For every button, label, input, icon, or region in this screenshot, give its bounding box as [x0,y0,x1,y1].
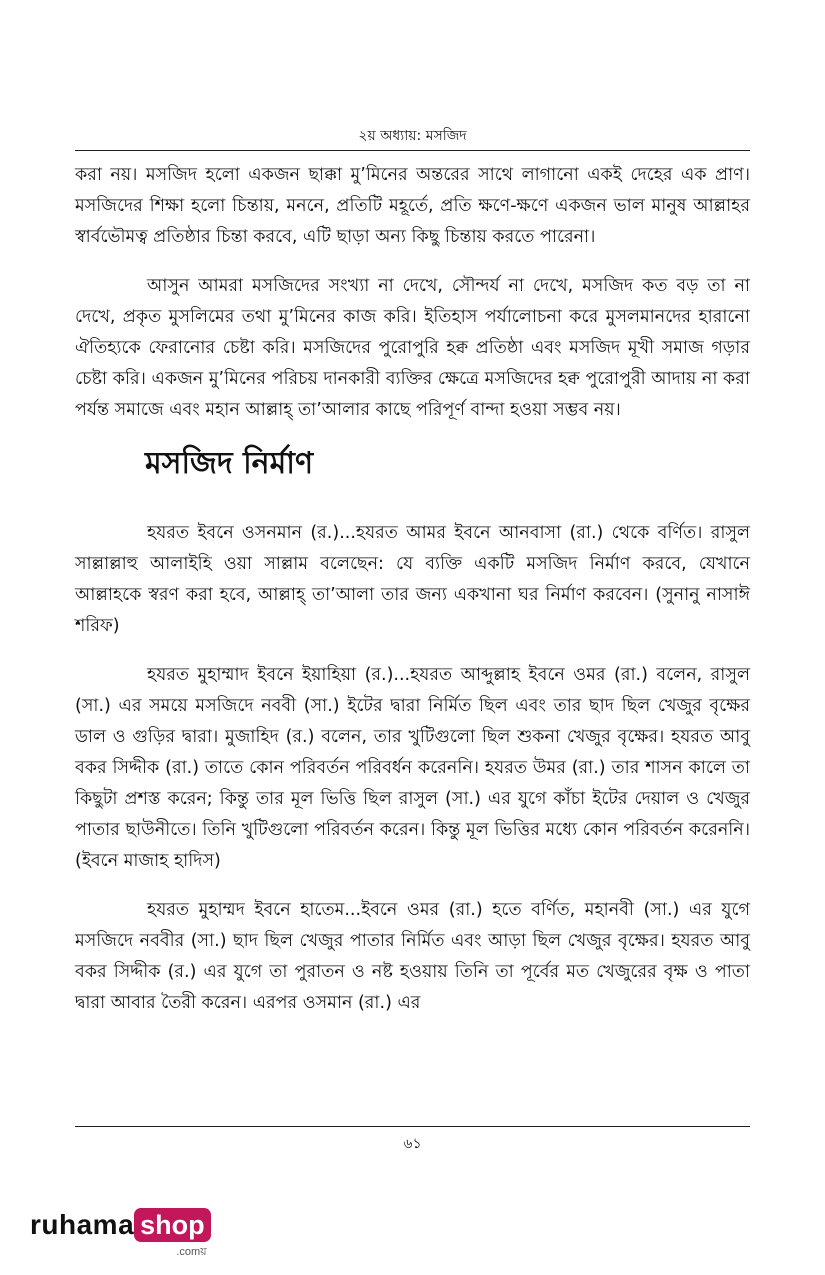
header-divider [75,150,750,151]
logo-shop-text: shop [134,1208,211,1242]
page-body [75,160,750,1037]
running-header: ২য় অধ্যায়: মসজিদ [358,128,467,144]
logo-shop-box [134,1208,211,1262]
logo-brand-text: ruhama [30,1209,135,1240]
paragraph-continuation: করা নয়। মসজিদ হলো একজন ছাক্কা মু’মিনের অন্তরের সাথে লাগানো একই দেহের এক প্রাণ। মসজিদের শিক্ষা হলো চিন্তায়, মননে, প্রতিটি মহূর্তে, প্রতি ক্ষণে-ক্ষণে একজন ভাল মানুষ আল্লাহর স্বার্বভৌমত্ব প্রতিষ্ঠার চিন্তা করবে, এটি ছাড়া অন্য কিছু চিন্তায় করতে পারেনা। [75,165,750,247]
paragraph-hadith-1: হযরত ইবনে ওসনমান (র.)...হযরত আমর ইবনে আনবাসা (রা.) থেকে বর্ণিত। রাসুল সাল্লাল্লাহু আলাইহি ওয়া সাল্লাম বলেছেন: যে ব্যক্তি একটি মসজিদ নির্মাণ করবে, যেখানে আল্লাহকে স্বরণ করা হবে, আল্লাহ্ তা’আলা তার জন্য একখানা ঘর নির্মাণ করবেন। (সুনানু নাসাঈ শরিফ) [75,523,750,636]
paragraph-appeal: আসুন আমরা মসজিদের সংখ্যা না দেখে, সৌন্দর্য না দেখে, মসজিদ কত বড় তা না দেখে, প্রকৃত মুসলিমের তথা মু’মিনের কাজ করি। ইতিহাস পর্যালোচনা করে মুসলমানদের হারানো ঐতিহ্যকে ফেরানোর চেষ্টা করি। মসজিদের পুরোপুরি হক্ব প্রতিষ্ঠা এবং মসজিদ মূখী সমাজ গড়ার চেষ্টা করি। একজন মু’মিনের পরিচয় দানকারী ব্যক্তির ক্ষেত্রে মসজিদের হক্ব পুরোপুরী আদায় না করা পর্যন্ত সমাজে এবং মহান আল্লাহ্ তা’আলার কাছে পরিপূর্ণ বান্দা হওয়া সম্ভব নয়। [75,276,750,420]
footer-divider [75,1126,750,1127]
page-number: ৬১ [403,1136,422,1152]
paragraph-hadith-2: হযরত মুহাম্মাদ ইবনে ইয়াহিয়া (র.)...হযরত আব্দুল্লাহ ইবনে ওমর (রা.) বলেন, রাসুল (সা.) এর সময়ে মসজিদে নববী (সা.) ইটের দ্বারা নির্মিত ছিল এবং তার ছাদ ছিল খেজুর বৃক্ষের ডাল ও গুড়ির দ্বারা। মুজাহিদ (র.) বলেন, তার খুটিগুলো ছিল শুকনা খেজুর বৃক্ষের। হযরত আবু বকর সিদ্দীক (রা.) তাতে কোন পরিবর্তন পরিবর্ধন করেননি। হযরত উমর (রা.) তার শাসন কালে তা কিছুটা প্রশস্ত করেন; কিন্তু তার মূল ভিত্তি ছিল রাসুল (সা.) এর যুগে কাঁচা ইটের দেয়াল ও খেজুর পাতার ছাউনীতে। তিনি খুটিগুলো পরিবর্তন করেন। কিন্তু মূল ভিত্তির মধ্যে কোন পরিবর্তন করেননি। (ইবনে মাজাহ হাদিস) [75,665,750,871]
logo-domain-text: .comয় [176,1246,207,1258]
ruhamashop-logo [30,1208,211,1258]
section-heading: মসজিদ নির্মাণ [145,446,314,481]
paragraph-hadith-3: হযরত মুহাম্মদ ইবনে হাতেম...ইবনে ওমর (রা.) হতে বর্ণিত, মহানবী (সা.) এর যুগে মসজিদে নববীর (সা.) ছাদ ছিল খেজুর পাতার নির্মিত এবং আড়া ছিল খেজুর বৃক্ষের। হযরত আবু বকর সিদ্দীক (র.) এর যুগে তা পুরাতন ও নষ্ট হওয়ায় তিনি তা পূর্বের মত খেজুরের বৃক্ষ ও পাতা দ্বারা আবার তৈরী করেন। এরপর ওসমান (রা.) এর [75,900,750,1013]
